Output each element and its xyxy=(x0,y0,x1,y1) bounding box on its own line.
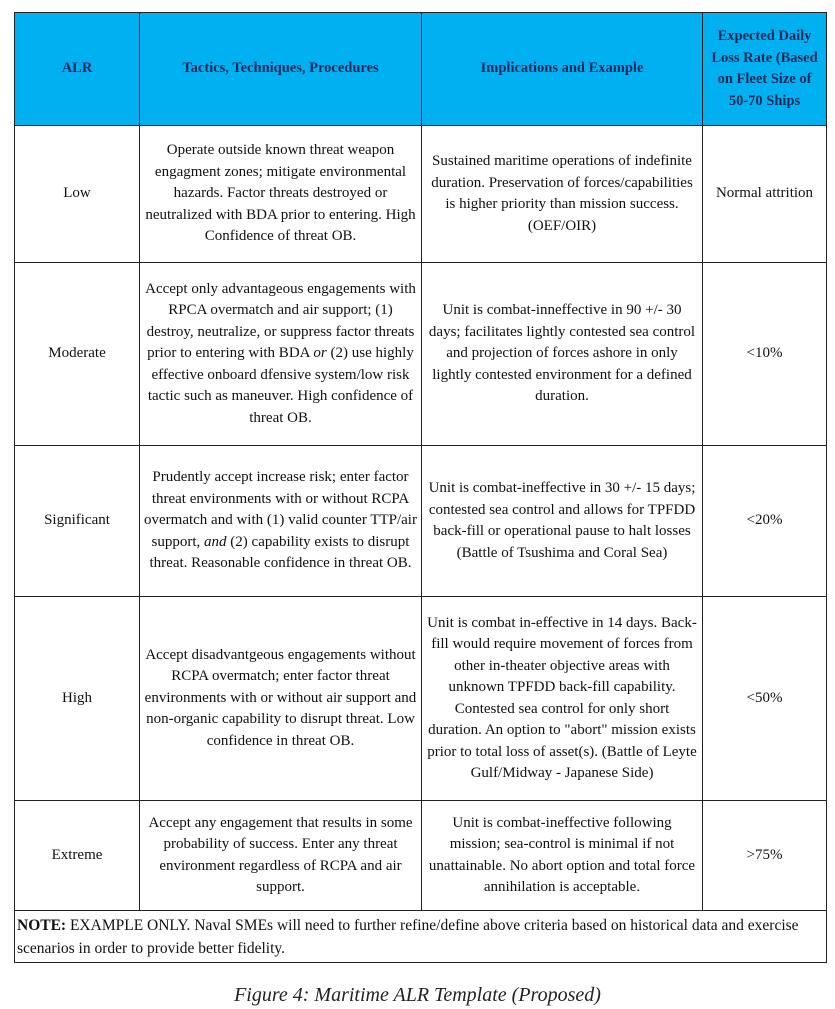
ttp-cell xyxy=(140,446,422,597)
ttp-emphasis: or xyxy=(313,345,327,362)
ttp-cell xyxy=(140,801,422,911)
loss-cell: <10% xyxy=(703,263,827,446)
ttp-cell xyxy=(140,597,422,801)
header-loss-rate: Expected Daily Loss Rate (Based on Fleet Size of 50-70 Ships xyxy=(703,13,827,126)
implications-cell: Unit is combat-ineffective in 30 +/- 15 days; contested sea control and allows for TPFDD back-fill or operational pause to halt losses (Battle of Tsushima and Coral Sea) xyxy=(422,446,703,597)
ttp-text: Operate outside known threat weapon engagment zones; mitigate environmental hazards. Factor threats destroyed or neutralized with BDA prior to entering. High Confidence of threat OB. xyxy=(145,142,416,245)
ttp-text: Accept only advantageous engagements with RPCA overmatch and air support; (1) destroy, neutralize, or suppress factor threats prior to entering with BDA xyxy=(145,280,416,362)
ttp-cell xyxy=(140,126,422,263)
ttp-cell xyxy=(140,263,422,446)
implications-cell: Unit is combat-ineffective following mission; sea-control is minimal if not unattainable. No abort option and total force annihilation is acceptable. xyxy=(422,801,703,911)
implications-cell: Unit is combat-inneffective in 90 +/- 30 days; facilitates lightly contested sea control and projection of forces ashore in only lightly contested environment for a defined duration. xyxy=(422,263,703,446)
ttp-text: (2) use highly effective onboard dfensive system/low risk tactic such as maneuver. High confidence of threat OB. xyxy=(147,345,414,426)
alr-cell: Low xyxy=(15,126,140,263)
ttp-text: Accept any engagement that results in some probability of success. Enter any threat environment regardless of RCPA and air support. xyxy=(148,814,413,895)
ttp-text: (2) capability exists to disrupt threat. Reasonable confidence in threat OB. xyxy=(149,533,412,572)
note-cell xyxy=(15,911,827,963)
table-row xyxy=(15,801,827,911)
header-row xyxy=(15,13,827,126)
implications-cell: Unit is combat in-effective in 14 days. Back-fill would require movement of forces from other in-theater objective areas with unknown TPFDD back-fill capability. Contested sea control for only short duration. An option to "abort" mission exists prior to total loss of asset(s). (Battle of Leyte Gulf/Midway - Japanese Side) xyxy=(422,597,703,801)
header-alr: ALR xyxy=(15,13,140,126)
loss-cell: <20% xyxy=(703,446,827,597)
table-row xyxy=(15,446,827,597)
alr-cell: Extreme xyxy=(15,801,140,911)
loss-cell: >75% xyxy=(703,801,827,911)
ttp-text: Prudently accept increase risk; enter factor threat environments with or without RCPA overmatch and with (1) valid counter TTP/air support, xyxy=(144,469,417,550)
header-implications: Implications and Example xyxy=(422,13,703,126)
note-text: EXAMPLE ONLY. Naval SMEs will need to further refine/define above criteria based on historical data and exercise scenarios in order to provide better fidelity. xyxy=(17,916,799,957)
figure-caption: Figure 4: Maritime ALR Template (Proposed) xyxy=(234,984,601,1006)
loss-cell: Normal attrition xyxy=(703,126,827,263)
note-label: NOTE: xyxy=(17,916,67,934)
ttp-text: Accept disadvantgeous engagements without RCPA overmatch; enter factor threat environments with or without air support and non-organic capability to disrupt threat. Low confidence in threat OB. xyxy=(144,646,417,749)
alr-cell: High xyxy=(15,597,140,801)
table-row xyxy=(15,597,827,801)
alr-table xyxy=(14,12,827,963)
implications-cell: Sustained maritime operations of indefinite duration. Preservation of forces/capabilities is higher priority than mission success. (OEF/OIR) xyxy=(422,126,703,263)
alr-cell: Moderate xyxy=(15,263,140,446)
header-ttp: Tactics, Techniques, Procedures xyxy=(140,13,422,126)
table-row xyxy=(15,263,827,446)
ttp-emphasis: and xyxy=(204,533,227,550)
loss-cell: <50% xyxy=(703,597,827,801)
table-row xyxy=(15,126,827,263)
note-row xyxy=(15,911,827,963)
alr-cell: Significant xyxy=(15,446,140,597)
